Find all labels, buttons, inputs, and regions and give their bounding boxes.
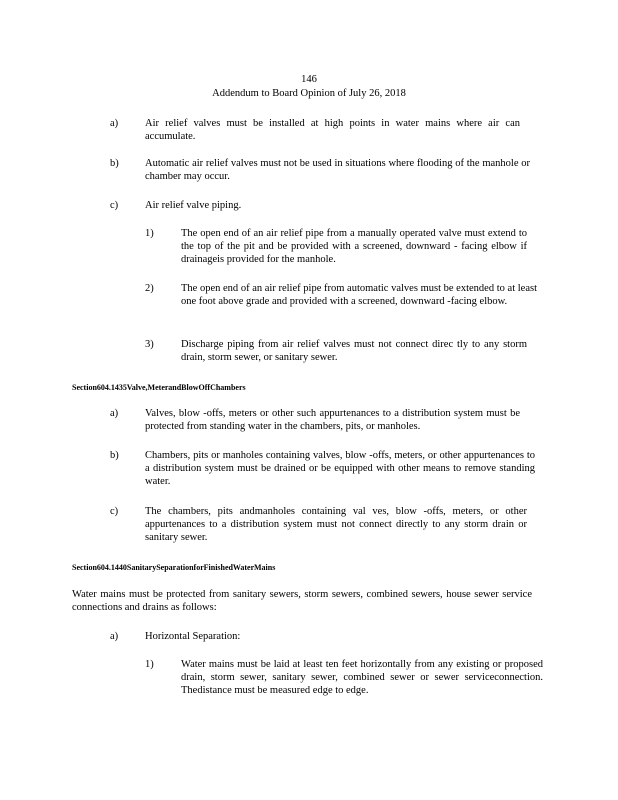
item-text-a: Air relief valves must be installed at high points in water mains where air can accumulate. xyxy=(145,118,520,142)
chamber-item-label-c: c) xyxy=(110,506,119,517)
page-number: 146 xyxy=(301,74,317,85)
subitem-text-1: The open end of an air relief pipe from a manually operated valve must extend to the top of the pit and be provided with a screened, downward - facing elbow if drainageis provided for the manhole. xyxy=(181,228,527,265)
chamber-item-label-a: a) xyxy=(110,408,119,419)
subitem-label-3: 3) xyxy=(145,339,154,350)
chamber-item-text-c: The chambers, pits andmanholes containing val ves, blow -offs, meters, or other appurtenances to a distribution system must not connect directly to any storm drain or sanitary sewer. xyxy=(145,506,527,543)
chamber-item-text-b: Chambers, pits or manholes containing valves, blow -offs, meters, or other appurtenances to a distribution system must be drained or be equipped with other means to remove standing water. xyxy=(145,450,535,487)
separation-subitem-label-1: 1) xyxy=(145,659,154,670)
subitem-text-2: The open end of an air relief pipe from automatic valves must be extended to at least one foot above grade and provided with a screened, downward -facing elbow. xyxy=(181,283,537,307)
separation-item-label-a: a) xyxy=(110,631,119,642)
item-label-b: b) xyxy=(110,158,119,169)
item-text-b: Automatic air relief valves must not be used in situations where flooding of the manhole or chamber may occur. xyxy=(145,158,530,182)
subitem-text-3: Discharge piping from air relief valves must not connect direc tly to any storm drain, storm sewer, or sanitary sewer. xyxy=(181,339,527,363)
section-heading-604-1440: Section 604.1440 Sanitary Separation for Finished Water Mains xyxy=(72,563,276,572)
intro-paragraph: Water mains must be protected from sanitary sewers, storm sewers, combined sewers, house sewer service connections and drains as follows: xyxy=(72,589,532,613)
subitem-label-1: 1) xyxy=(145,228,154,239)
section-heading-604-1435: Section 604.1435 Valve, Meter and Blow Off Chambers xyxy=(72,383,246,392)
chamber-item-text-a: Valves, blow -offs, meters or other such appurtenances to a distribution system must be protected from standing water in the chambers, pits, or manholes. xyxy=(145,408,520,432)
separation-item-text-a: Horizontal Separation: xyxy=(145,631,241,642)
separation-subitem-text-1: Water mains must be laid at least ten feet horizontally from any existing or proposed drain, storm sewer, sanitary sewer, combined sewer or sewer serviceconnection. Thedistance must be measured edge to edge. xyxy=(181,659,543,696)
chamber-item-label-b: b) xyxy=(110,450,119,461)
item-label-a: a) xyxy=(110,118,119,129)
item-label-c: c) xyxy=(110,200,119,211)
subitem-label-2: 2) xyxy=(145,283,154,294)
item-text-c: Air relief valve piping. xyxy=(145,200,242,211)
page-subtitle: Addendum to Board Opinion of July 26, 2018 xyxy=(212,88,406,99)
